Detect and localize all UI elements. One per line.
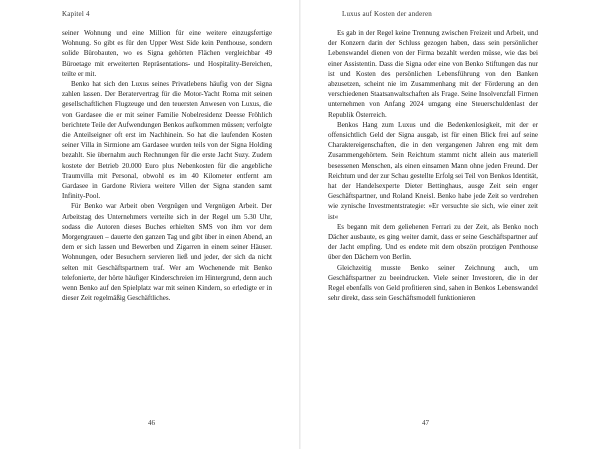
page-body — [328, 28, 538, 303]
paragraph: Es gab in der Regel keine Trennung zwischen Freizeit und Arbeit, und der Konzern darin der Schluss gezogen haben, dass sein persönlicher Lebenswandel dienen von der Firma bezahlt werden müsse, wie das bei einer Assistentin. Dass die Signa oder eine von Benko Stiftungen das nur ist und Kosten des persönlichen Lebensführung von den Banken abzusetzen, scheint nie im Zusammenhang mit der Förderung an den verschiedenen Staatsanwaltschaften als Frage. Seine Insolvenzfall Firmen unternehmen von Anfang 2024 umgang eine Steuerschuldenlast der Republik Österreich. — [328, 29, 538, 119]
page-number: 46 — [148, 419, 155, 427]
paragraph: Für Benko war Arbeit oben Vergnügen und Vergnügen Arbeit. Der Arbeitstag des Unternehmers verteilte sich in der Regel um 5.30 Uhr, sodass die Autoren dieses Buches erhielten SMS von ihm vor dem Morgengrauen – dauerte den ganzen Tag und gibt über in einen Abend, an dem er sich lassen und Bewerben und Zigarren in einem seiner Häuser. Wohnungen, oder Besuchern servieren ließ und jeder, der sich da nicht selten mit Geschäftspartnern traf. Wer am Wochenende mit Benko telefonierte, der hörte häufiger Kinderschreien im Hintergrund, denn auch wenn Benko auf den Spielplatz war mit seinen Kindern, so erledigte er in dieser Zeit regelmäßig Geschäftliches. — [62, 202, 272, 303]
paragraph: Gleichzeitig musste Benko seiner Zeichnung auch, um Geschäftspartner zu beeindrucken. Viele seiner Investoren, die in der Regel ebenfalls von Geld profitieren sind, sahen in Benkos Lebenswandel sehr direkt, dass sein Geschäftsmodell funktionieren — [328, 263, 538, 303]
paragraph: seiner Wohnung und eine Million für eine weitere einzugsfertige Wohnung. So gibt es für den Upper West Side kein Penthouse, sondern solide Bürobauten, wo es Signa gehörten Flächen vergleichbar 49 Büroetage mit erweiterten Repräsentations- und Hospitality-Bereichen, teilte er mit. — [62, 29, 272, 78]
running-header: Luxus auf Kosten der anderen — [342, 10, 432, 18]
page-number: 47 — [422, 419, 429, 427]
right-page — [300, 0, 600, 449]
paragraph: Benkos Hang zum Luxus und die Bedenkenlosigkeit, mit der er offensichtlich Geld der Signa ausgab, ist für einen Blick frei auf seine Charaktereigenschaften, die in den vergangenen Jahren eng mit dem Zusammengehörtem. Sein Reichtum stammt nicht allein aus materiell besessenen Menschen, als einen einsamen Mann ohne jeden Freund. Der Reichtum und der zur Schau gestellte Erfolg sei Teil von Benkos Identität, hat der Handelsexperte Dieter Bettinghaus, ausge Zeit sein enger Geschäftspartner, und Roland Kneisl. Benko habe jede Zeit so verdrehen wie zynische Investmentstrategie: »Er versuchte sie sich, wie einer zeit ist« — [328, 120, 538, 221]
running-header: Kapitel 4 — [62, 10, 90, 18]
paragraph: Es begann mit dem geliehenen Ferrari zu der Zeit, als Benko noch Dächer ausbaute, es ging weiter damit, dass er seine Geschäftspartner auf der Jacht empfing. Und es endete mit dem obszön protzigen Penthouse über den Dächern von Berlin. — [328, 222, 538, 262]
paragraph: Benko hat sich den Luxus seines Privatlebens häufig von der Signa zahlen lassen. Der Beratervertrag für die Motor-Yacht Roma mit seinen gesellschaftlichen Flugzeuge und den teuersten Anwesen von Luxus, die von Gardasee die er mit seiner Familie Nobelresidenz Deesse Fröhlich berichtete Teile der Aufwendungen Benkos aufkommen müssen; verfolgte die Anteilseigner oft erst im Nachhinein. So hat die laufenden Kosten seiner Villa in Sirmione am Gardasee wurden teils von der Signa Holding bezahlt. Sie übernahm auch Rechnungen für die erste Jacht Suzy. Zudem kostete der Betrieb 20.000 Euro plus Nebenkosten für die angebliche Traumvilla mit Personal, obwohl es im 40 Kilometer entfernt am Gardasee in Gardone Riviera weitere Villen der Signa standen samt Infinity-Pool. — [62, 80, 272, 201]
page-body — [62, 28, 272, 303]
